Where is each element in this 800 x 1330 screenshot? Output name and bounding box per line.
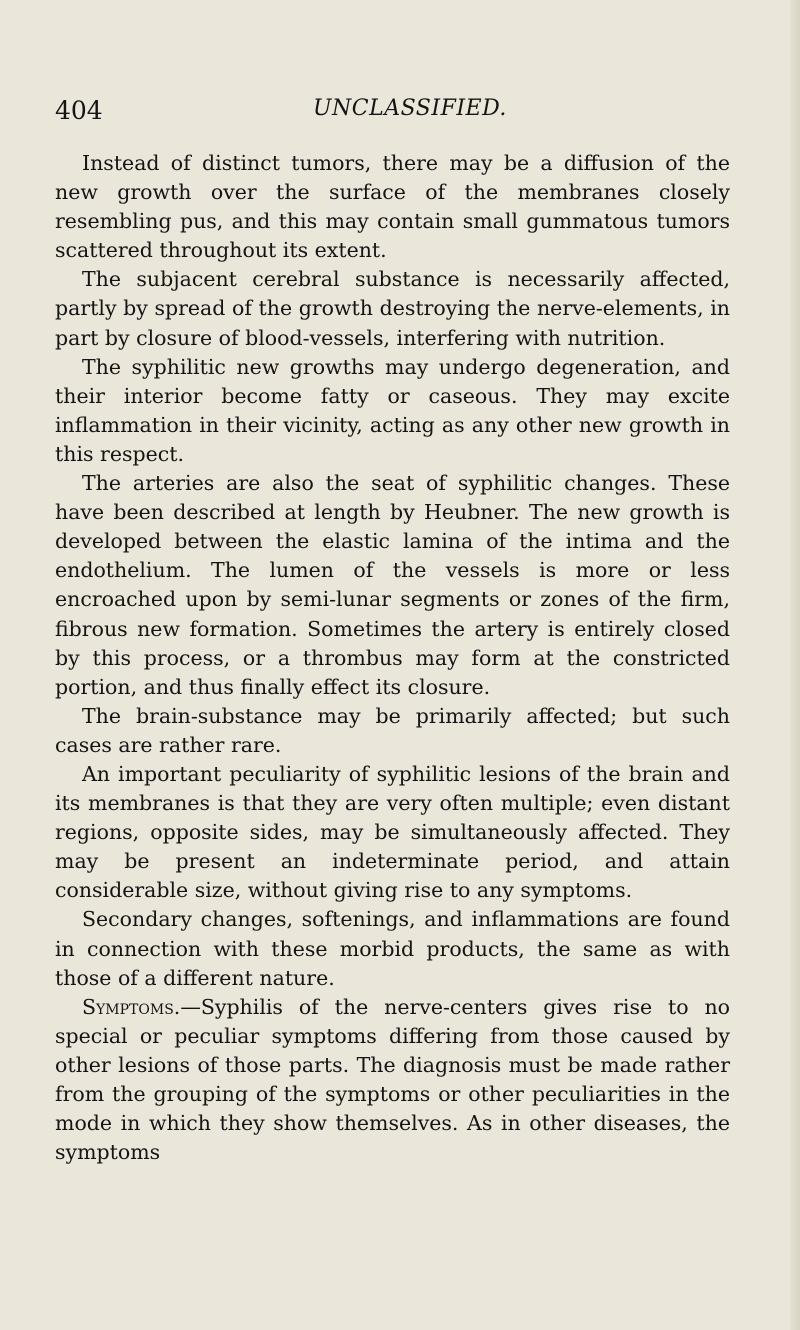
symptoms-text: —Syphilis of the nerve-centers gives rise to no special or peculiar symptoms differing from those caused by other lesions of those parts. The diagnosis must be made rather from the grouping of the symptoms or other peculiarities in the mode in which they show themselves. As in other diseases, the symptoms xyxy=(55,994,730,1165)
page-edge-shadow xyxy=(790,0,800,1330)
paragraph-brain-substance: The brain-substance may be primarily affected; but such cases are rather rare. xyxy=(55,703,730,757)
paragraph-subjacent-substance: The subjacent cerebral substance is necessarily affected, partly by spread of the growth destroying the nerve-elements, in part by closure of blood-vessels, interfering with nutrition. xyxy=(55,267,730,350)
body-text xyxy=(55,149,730,1167)
symptoms-heading: Symptoms. xyxy=(82,994,181,1019)
page-number: 404 xyxy=(55,96,103,125)
running-head: UNCLASSIFIED. xyxy=(313,96,507,121)
paragraph-degeneration: The syphilitic new growths may undergo degeneration, and their interior become fatty or caseous. They may excite inflammation in their vicinity, acting as any other new growth in this respect. xyxy=(55,354,730,466)
page-header xyxy=(55,96,735,136)
paragraph-symptoms xyxy=(55,993,730,1168)
paragraph-secondary-changes: Secondary changes, softenings, and inflammations are found in connection with these morbid products, the same as with those of a different nature. xyxy=(55,907,730,990)
paragraph-diffusion: Instead of distinct tumors, there may be a diffusion of the new growth over the surface of the membranes closely resembling pus, and this may contain small gummatous tumors scattered throughout its extent. xyxy=(55,151,730,263)
paragraph-arteries: The arteries are also the seat of syphilitic changes. These have been described at length by Heubner. The new growth is developed between the elastic lamina of the intima and the endothelium. The lumen of the vessels is more or less encroached upon by semi-lunar segments or zones of the firm, fibrous new formation. Sometimes the artery is entirely closed by this process, or a thrombus may form at the constricted portion, and thus finally effect its closure. xyxy=(55,471,730,699)
paragraph-multiple-lesions: An important peculiarity of syphilitic lesions of the brain and its membranes is that they are very often multiple; even distant regions, opposite sides, may be simultaneously affected. They may be present an indeterminate period, and attain considerable size, without giving rise to any symptoms. xyxy=(55,761,730,903)
